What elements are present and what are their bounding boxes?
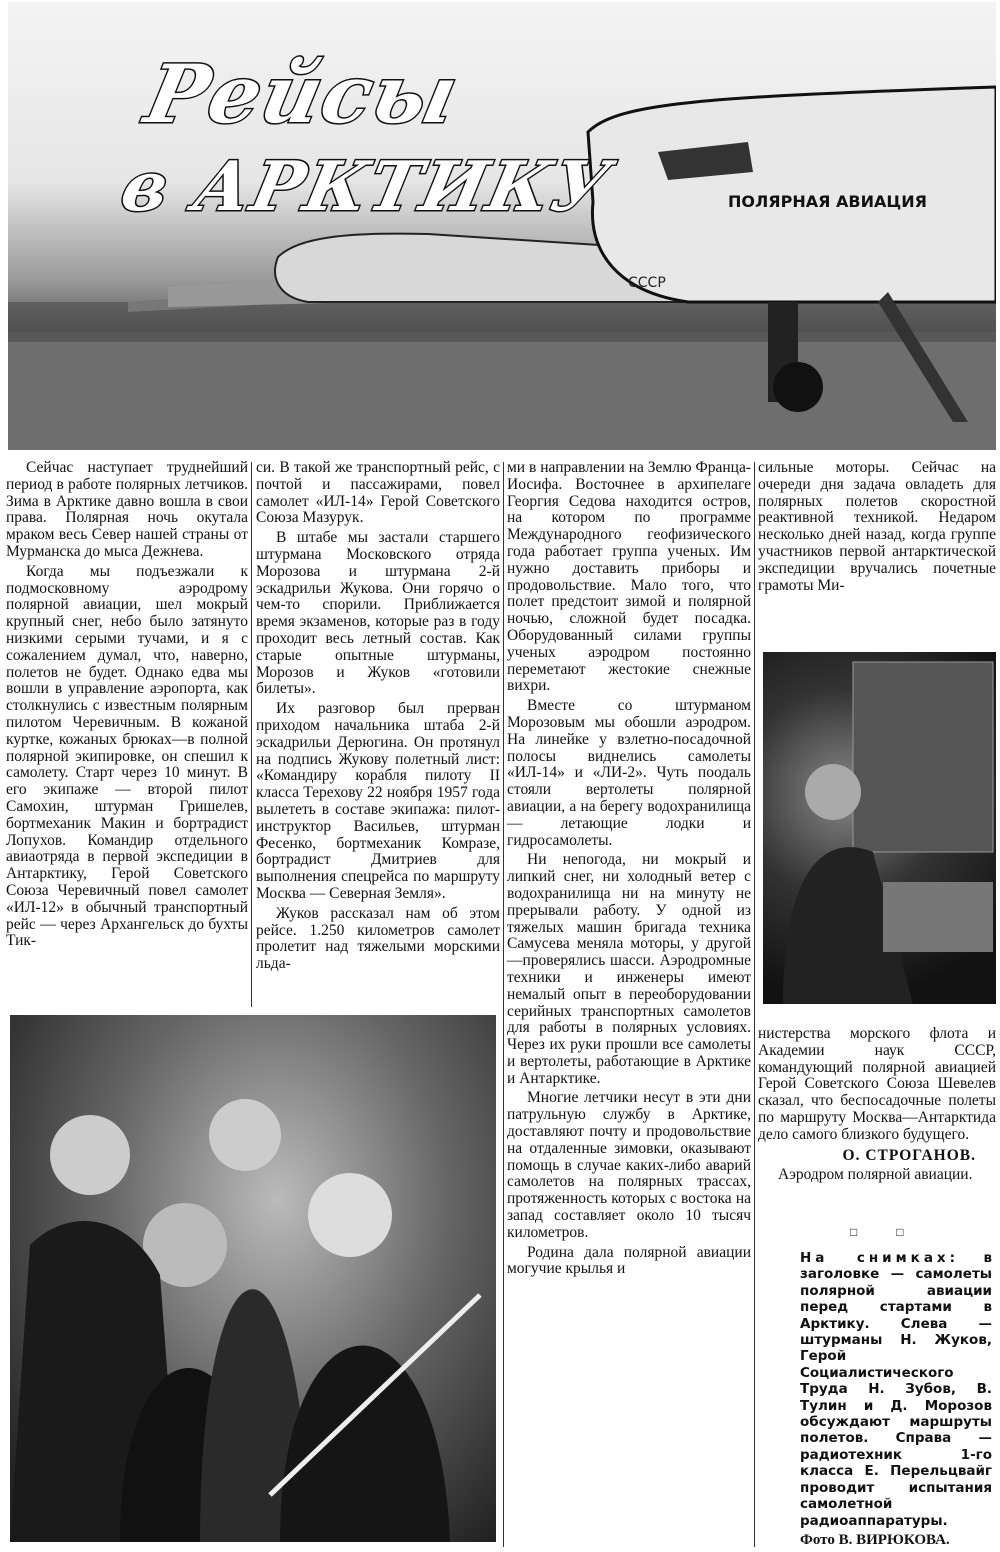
- article-column-4-top: [758, 460, 996, 594]
- column-divider: [754, 462, 755, 1547]
- author-signature: О. СТРОГАНОВ.: [842, 1146, 976, 1164]
- paragraph: Сейчас наступает труднейший период в работе полярных летчиков. Зима в Арктике давно вошла в свои права. Полярная ночь окутала мраком весь Север нашей страны от Мурманска до мыса Дежнева.: [6, 459, 248, 560]
- article-column-2: [256, 460, 500, 973]
- photo-credit: Фото В. ВИРЮКОВА.: [800, 1531, 950, 1548]
- separator-squares: □ □: [850, 1225, 922, 1239]
- paragraph: Когда мы подъезжали к подмосковному аэродрому полярной авиации, шел мокрый крупный снег, небо было затянуто низкими серыми тучами, и я с сожалением думал, что, наверно, полетов не будет. Однако едва мы вошли в управление аэропорта, как столкнулись с известным полярным пилотом Черевичным. В кожаной куртке, кожаных брюках—в полной полярной экипировке, он спешил к самолету. Старт через 10 минут. В его экипаже — второй пилот Самохин, штурман Гришелев, бортмеханик Макин и бортрадист Лопухов. Командир отдельного авиаотряда в первой экспедиции в Антарктику, Герой Советского Союза Черевичный повел самолет «ИЛ-12» в обычный транспортный рейс — через Архангельск до бухты Тик-: [6, 562, 248, 950]
- radio-technician-illustration: [763, 652, 996, 1004]
- photo-radio-technician: [763, 652, 996, 1004]
- article-column-1: [6, 460, 248, 950]
- column-divider: [251, 462, 252, 1007]
- plane-registration: СССР: [628, 275, 666, 291]
- photo-caption: [800, 1250, 992, 1529]
- article-column-3: [507, 460, 751, 1278]
- navigators-illustration: [10, 1015, 496, 1542]
- headline-line-1: Рейсы: [138, 47, 468, 141]
- paragraph: Вместе со штурманом Морозовым мы обошли аэродром. На линейке у взлетно-посадочной полосы виднелись самолеты «ИЛ-14» и «ЛИ-2». Чуть поодаль стояли вертолеты полярной авиации, а на берегу водохранилища — летающие лодки и гидросамолеты.: [507, 697, 751, 849]
- article-column-4-bottom: [758, 1026, 996, 1184]
- caption-text: в заголовке — самолеты полярной авиации перед стартами в Арктику. Слева — штурманы Н. Жуков, Герой Социалистического Труда Н. Зубов, В. Тулин и Д. Морозов обсуждают маршруты полетов. Справа — радиотехник 1-го класса Е. Перельцвайг проводит испытания самолетной радиоаппаратуры.: [800, 1250, 992, 1529]
- plane-lettering: ПОЛЯРНАЯ АВИАЦИЯ: [728, 192, 927, 211]
- paragraph: ми в направлении на Землю Франца-Иосифа. Восточнее в архипелаге Георгия Седова находится остров, на котором по программе Международного геофизического года работает группа ученых. Им нужно доставить приборы и продовольствие. Мало того, что полет предстоит зимой и полярной ночью, сложной будет посадка. Оборудованный силами группы ученых аэродром постоянно переметают жестокие снежные вихри.: [507, 459, 751, 695]
- paragraph: Жуков рассказал нам об этом рейсе. 1.250 километров самолет пролетит над тяжелыми морскими льда-: [256, 904, 500, 973]
- paragraph: сильные моторы. Сейчас на очереди дня задача овладеть для полярных полетов скоростной реактивной техникой. Недаром несколько дней назад, когда группе участников первой антарктической экспедиции вручались почетные грамоты Ми-: [758, 459, 996, 594]
- header-photo-aircraft: [8, 2, 996, 450]
- paragraph: Ни непогода, ни мокрый и липкий снег, ни холодный ветер с водохранилища ни на минуту не прерывали работу. У одной из тяжелых машин бригада техника Самусева меняла моторы, у другой—проверялись шасси. Аэродромные техники и инженеры имеют немалый опыт в переоборудовании серийных транспортных самолетов для работы в полярных условиях. Через их руки прошли все самолеты и вертолеты, работающие в Арктике и Антарктике.: [507, 851, 751, 1087]
- dateline: Аэродром полярной авиации.: [778, 1166, 973, 1184]
- paragraph: Их разговор был прерван приходом начальника штаба 2-й эскадрильи Дерюгина. Он протянул на подпись Жукову полетный лист: «Командиру корабля пилоту II класса Терехову 22 ноября 1957 года вылететь в составе экипажа: пилот-инструктор Васильев, штурман Фесенко, бортмеханик Комразе, бортрадист Дмитриев для выполнения спецрейса по маршруту Москва — Северная Земля».: [256, 700, 500, 902]
- paragraph: Многие летчики несут в эти дни патрульную службу в Арктике, доставляют почту и продовольствие на отдаленные зимовки, оказывают помощь в случае каких-либо аварий самолетов на полярных трассах, протяженность которых с востока на запад составляет около 10 тысяч километров.: [507, 1089, 751, 1241]
- headline-line-2: в АРКТИКУ: [114, 147, 619, 227]
- column-divider: [503, 462, 504, 1547]
- caption-lead: На снимках:: [800, 1250, 960, 1266]
- photo-navigators-discussing: [10, 1015, 496, 1542]
- paragraph: си. В такой же транспортный рейс, с почтой и пассажирами, повел самолет «ИЛ-14» Герой Советского Союза Мазурук.: [256, 459, 500, 527]
- paragraph: Родина дала полярной авиации могучие крылья и: [507, 1243, 751, 1278]
- paragraph: В штабе мы застали старшего штурмана Московского отряда Морозова и штурмана 2-й эскадрильи Жукова. Они горячо о чем-то спорили. Приближается время экзаменов, которые раз в году проходит весь летный состав. Как старые опытные штурманы, Морозов и Жуков «готовили билеты».: [256, 529, 500, 698]
- paragraph: нистерства морского флота и Академии наук СССР, командующий полярной авиацией Герой Советского Союза Шевелев сказал, что беспосадочные полеты по маршруту Москва—Антарктида дело самого близкого будущего.: [758, 1025, 996, 1143]
